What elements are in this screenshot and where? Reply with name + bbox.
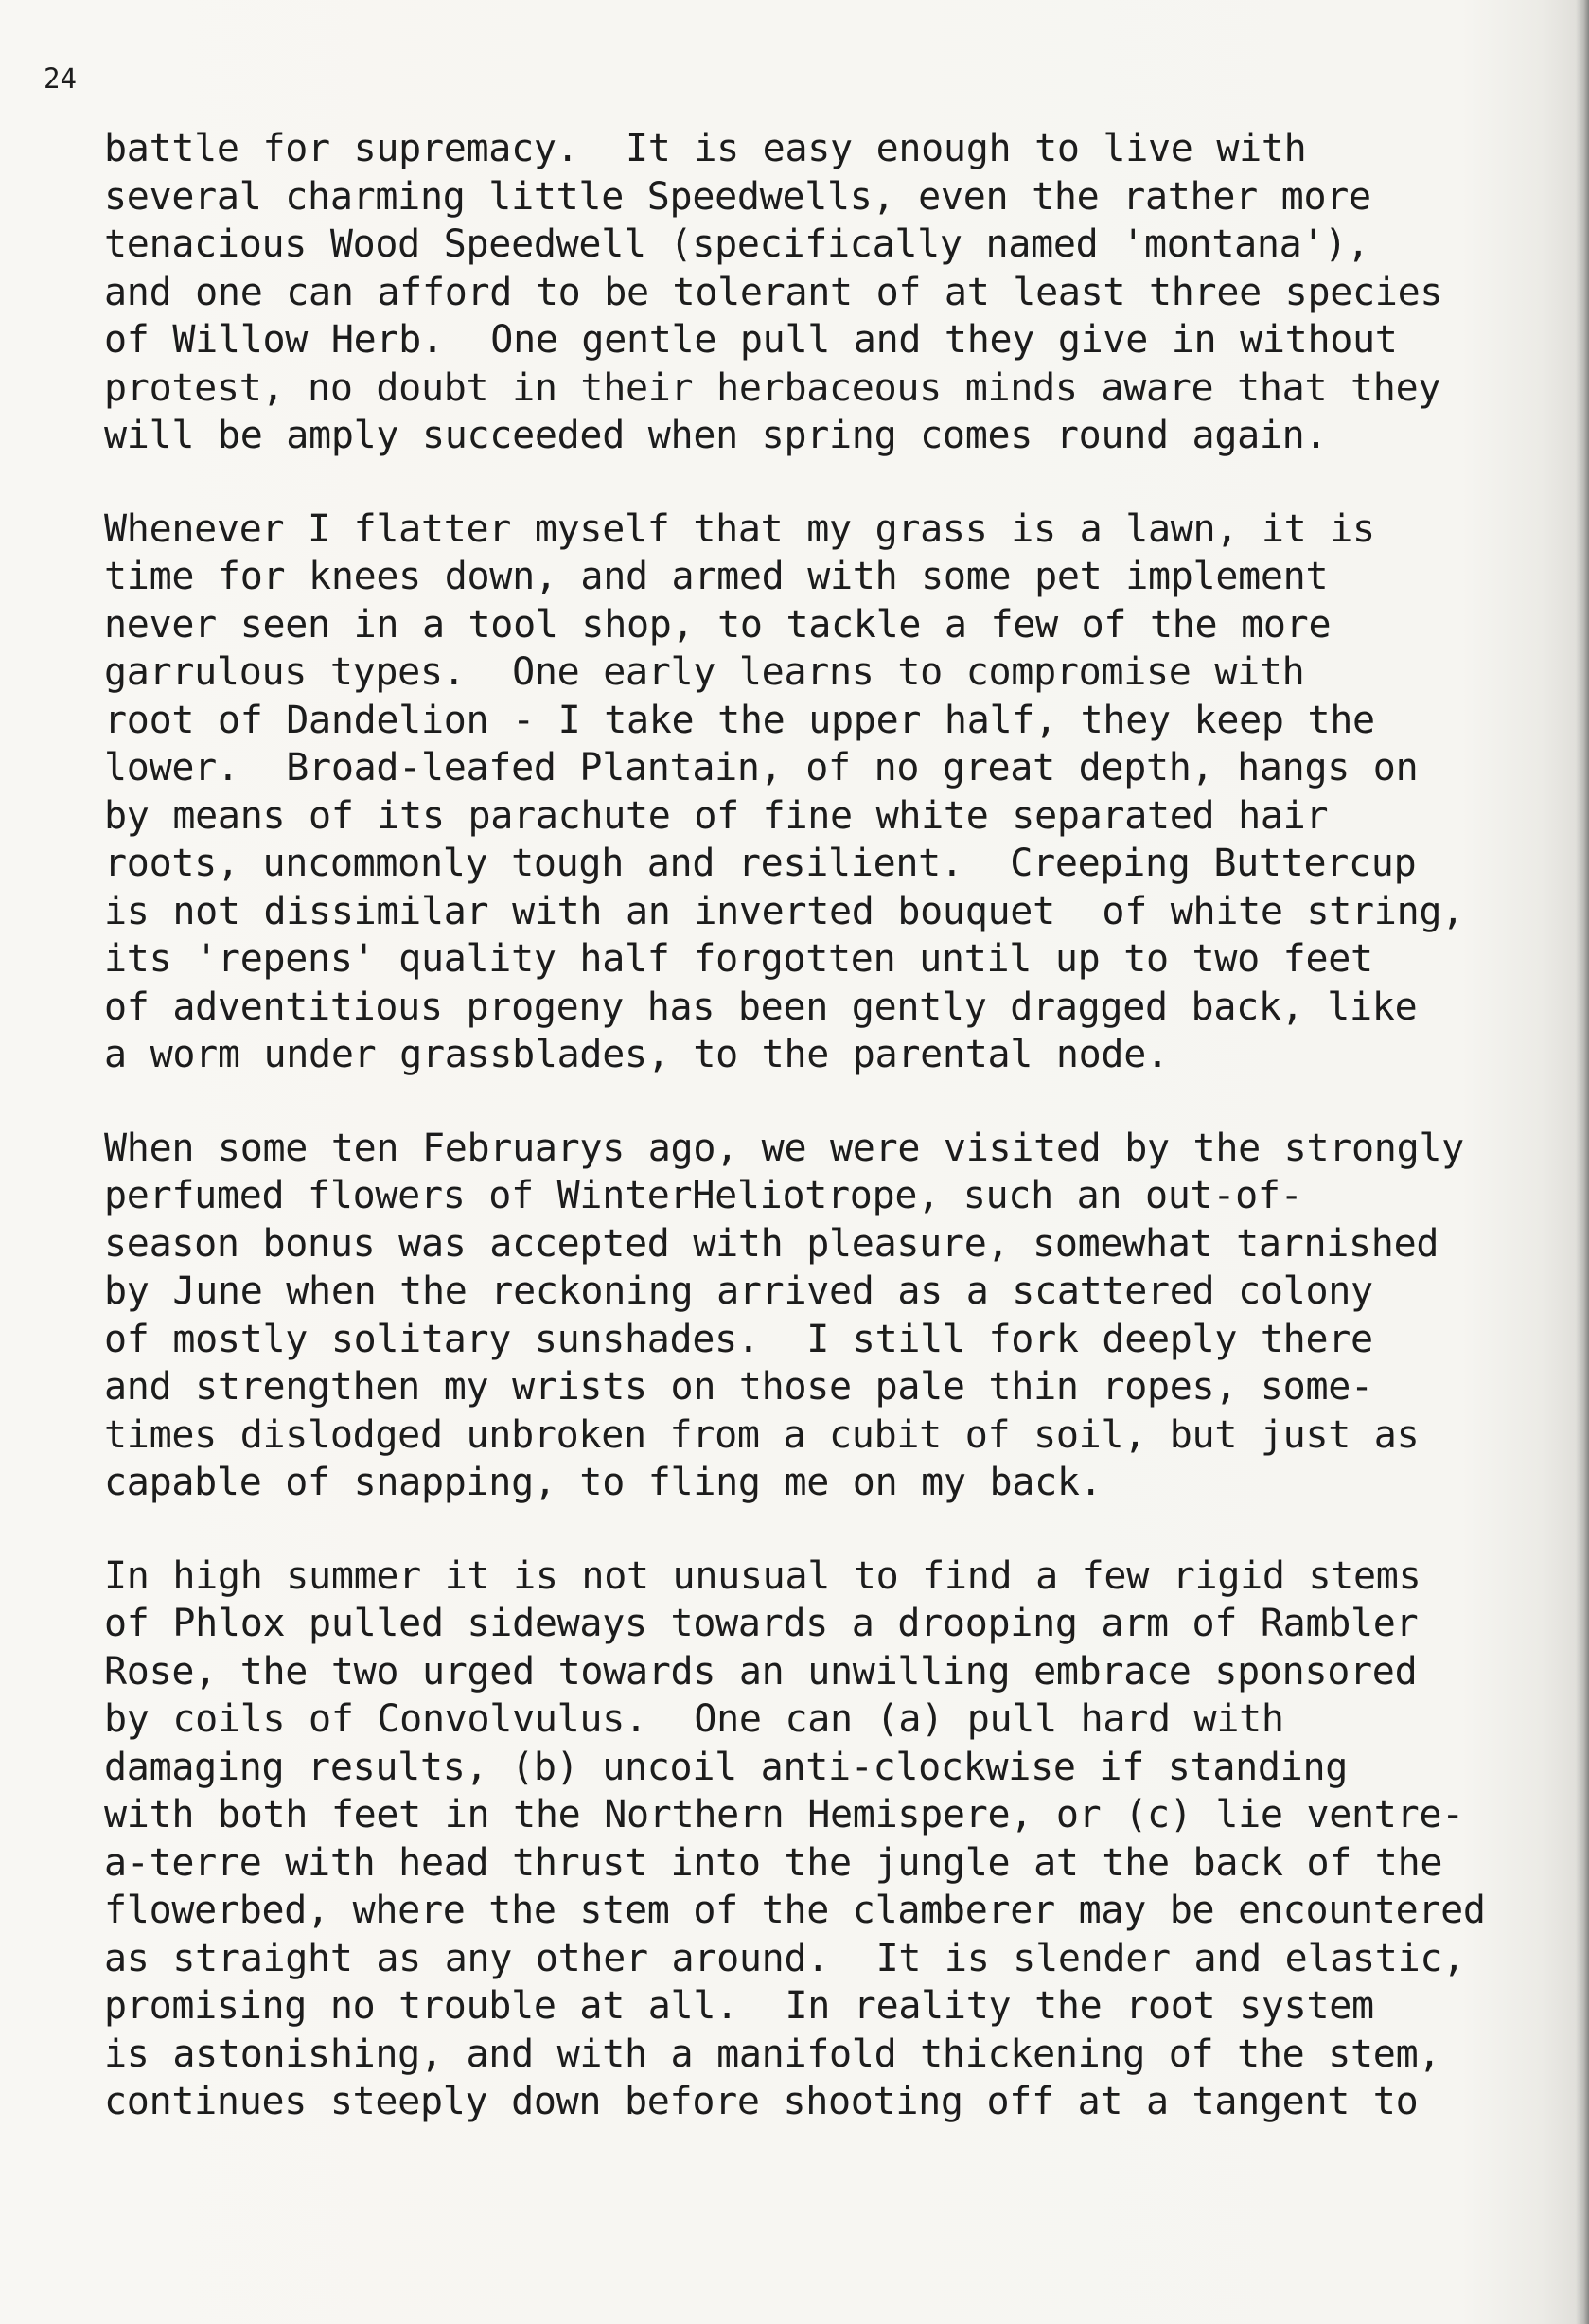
text-line: perfumed flowers of WinterHeliotrope, such an out-of- — [104, 1174, 1303, 1217]
text-line: a-terre with head thrust into the jungle at the back of the — [104, 1840, 1443, 1885]
text-line: flowerbed, where the stem of the clamberer may be encountered — [104, 1889, 1486, 1932]
text-line: by means of its parachute of fine white separated hair — [104, 793, 1329, 838]
text-line: lower. Broad-leafed Plantain, of no great depth, hangs on — [104, 746, 1419, 789]
paragraph-1 — [104, 125, 1562, 460]
text-line: of adventitious progeny has been gently dragged back, like — [104, 985, 1418, 1029]
text-line: its 'repens' quality half forgotten until up to two feet — [104, 937, 1373, 981]
text-line: never seen in a tool shop, to tackle a few of the more — [104, 602, 1332, 647]
paragraph-2 — [104, 506, 1562, 1079]
text-line: and strengthen my wrists on those pale thin ropes, some- — [104, 1365, 1373, 1409]
text-line: time for knees down, and armed with some pet implement — [104, 555, 1329, 598]
text-line: of mostly solitary sunshades. I still fork deeply there — [104, 1317, 1373, 1361]
text-line: roots, uncommonly tough and resilient. Creeping Buttercup — [104, 842, 1417, 885]
text-line: battle for supremacy. It is easy enough to live with — [104, 127, 1307, 170]
text-line: garrulous types. One early learns to compromise with — [104, 650, 1305, 694]
text-line: continues steeply down before shooting off at a tangent to — [104, 2080, 1419, 2123]
text-line: as straight as any other around. It is slender and elastic, — [104, 1936, 1465, 1980]
paragraph-3 — [104, 1125, 1562, 1507]
text-line: by coils of Convolvulus. One can (a) pull hard with — [104, 1697, 1284, 1741]
page-number: 24 — [44, 62, 77, 95]
text-line: will be amply succeeded when spring comes round again. — [104, 414, 1328, 457]
text-line: times dislodged unbroken from a cubit of soil, but just as — [104, 1412, 1420, 1457]
text-line: season bonus was accepted with pleasure, somewhat tarnished — [104, 1221, 1439, 1266]
text-line: a worm under grassblades, to the parental node. — [104, 1033, 1169, 1076]
text-line: damaging results, (b) uncoil anti-clockwise if standing — [104, 1745, 1349, 1789]
text-line: several charming little Speedwells, even the rather more — [104, 174, 1371, 219]
text-line: tenacious Wood Speedwell (specifically named 'montana'), — [104, 222, 1369, 266]
body-text — [104, 125, 1562, 2172]
text-line: of Willow Herb. One gentle pull and they give in without — [104, 318, 1398, 362]
text-line: promising no trouble at all. In reality the root system — [104, 1984, 1374, 2028]
text-line: of Phlox pulled sideways towards a drooping arm of Rambler — [104, 1602, 1419, 1645]
text-line: When some ten Februarys ago, we were visited by the strongly — [104, 1126, 1464, 1170]
text-line: and one can afford to be tolerant of at least three species — [104, 270, 1443, 314]
text-line: In high summer it is not unusual to find a few rigid stems — [104, 1553, 1421, 1598]
text-line: root of Dandelion - I take the upper half, they keep the — [104, 698, 1375, 742]
text-line: Whenever I flatter myself that my grass is a lawn, it is — [104, 506, 1375, 551]
text-line: with both feet in the Northern Hemispere, or (c) lie ventre- — [104, 1793, 1464, 1836]
text-line: protest, no doubt in their herbaceous minds aware that they — [104, 365, 1441, 410]
text-line: Rose, the two urged towards an unwilling embrace sponsored — [104, 1649, 1418, 1694]
text-line: is astonishing, and with a manifold thickening of the stem, — [104, 2031, 1441, 2076]
text-line: is not dissimilar with an inverted bouquet of white string, — [104, 889, 1464, 933]
text-line: capable of snapping, to fling me on my back. — [104, 1461, 1103, 1504]
text-line: by June when the reckoning arrived as a scattered colony — [104, 1269, 1373, 1313]
paragraph-4 — [104, 1552, 1562, 2126]
page-edge-shadow — [1576, 0, 1589, 2324]
